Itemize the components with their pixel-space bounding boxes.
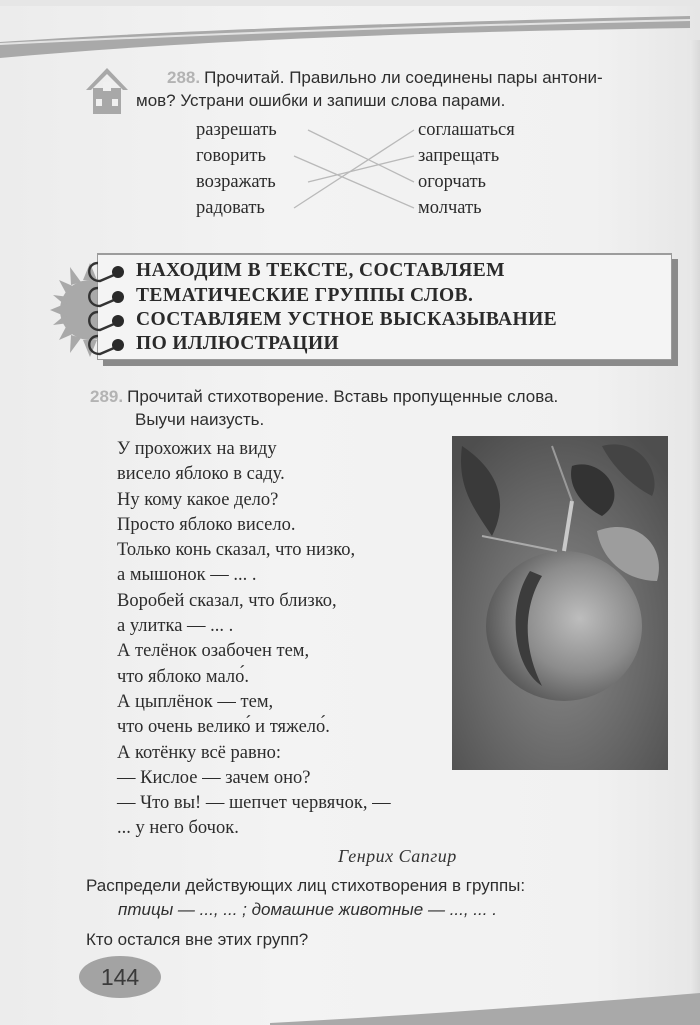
word: возражать [196,172,276,192]
poem-line: Воробей сказал, что близко, [117,590,337,611]
exercise-289-instructions: 289. Прочитай стихотворение. Вставь пропущенные слова. Выучи наизусть. [90,387,559,429]
apple-on-branch-photo [452,436,668,770]
poem [117,437,391,842]
right-word-column [418,117,515,221]
question-remaining: Кто остался вне этих групп? [86,930,309,949]
exercise-number: 289. [90,387,124,406]
bottom-decorative-stripe [0,975,700,1025]
poem-line: У прохожих на виду [117,439,277,459]
spiral-ring-icon [84,310,130,332]
word: говорить [196,146,266,166]
heading-line: ТЕМАТИЧЕСКИЕ ГРУППЫ СЛОВ. [136,285,474,306]
heading-line: ПО ИЛЛЮСТРАЦИИ [136,333,340,354]
word: огорчать [418,172,486,192]
word: разрешать [196,120,277,140]
question-hint: птицы — ..., ... ; домашние животные — ..., ... . [118,900,497,919]
poem-line: Просто яблоко висело. [117,514,296,535]
poem-line: а мышонок — ... . [117,565,257,586]
antonym-pairs [196,117,566,227]
poem-line: — Кислое — зачем оно? [117,767,311,788]
heading-line: НАХОДИМ В ТЕКСТЕ, СОСТАВЛЯЕМ [136,260,505,281]
exercise-288-instructions: 288. Прочитай. Правильно ли соединены пары антони- мов? Устрани ошибки и запиши слова парами. [136,68,603,110]
word: соглашаться [418,120,515,140]
poem-author: Генрих Сапгир [338,846,457,866]
heading-line: СОСТАВЛЯЕМ УСТНОЕ ВЫСКАЗЫВАНИЕ [136,309,558,330]
poem-line: А котёнку всё равно: [117,742,281,763]
top-decorative-stripe [0,0,700,70]
poem-line: висело яблоко в саду. [117,464,285,485]
word: молчать [418,198,482,218]
poem-line: А цыплёнок — тем, [117,691,274,712]
poem-line: что яблоко мало́. [117,666,249,687]
left-word-column [196,117,277,221]
page-edge [690,40,700,1025]
word: запрещать [418,146,500,166]
exercise-number: 288. [167,68,201,87]
house-icon [84,66,130,114]
question-distribute: Распредели действующих лиц стихотворения в группы: [86,876,526,895]
poem-line: что очень велико́ и тяжело́. [117,717,330,738]
word: радовать [196,198,265,218]
poem-line: Только конь сказал, что низко, [117,540,356,561]
poem-line: А телёнок озабочен тем, [117,641,310,662]
spiral-ring-icon [84,334,130,356]
spiral-ring-icon [84,286,130,308]
section-heading [97,253,672,360]
poem-line: — Что вы! — шепчет червячок, — [117,793,391,814]
poem-line: а улитка — ... . [117,616,234,637]
page-number: 144 [79,956,161,998]
poem-line: Ну кому какое дело? [117,489,279,510]
poem-line: ... у него бочок. [117,818,239,839]
spiral-ring-icon [84,261,130,283]
